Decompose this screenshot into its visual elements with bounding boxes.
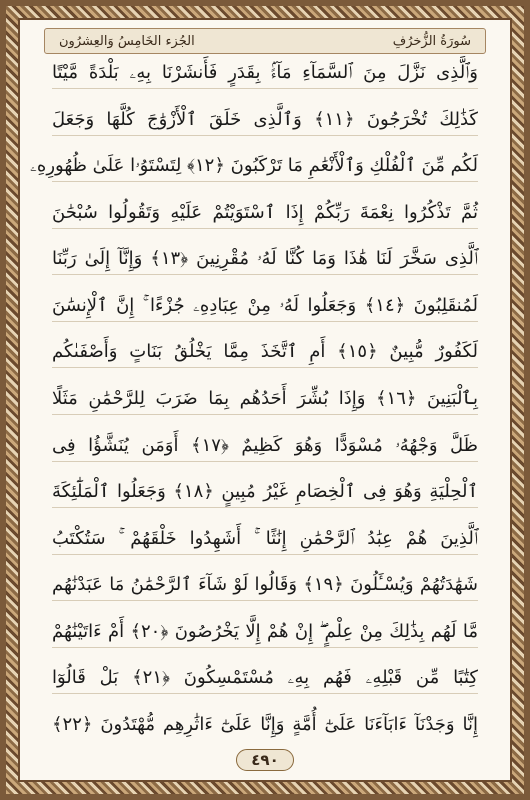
verse-line: بِٱلْبَنِينَ ﴿١٦﴾ وَإِذَا بُشِّرَ أَحَدُهُم بِمَا ضَرَبَ لِلرَّحْمَٰنِ مَثَلًا [52,384,478,415]
verse-line: وَٱلَّذِى نَزَّلَ مِنَ ٱلسَّمَآءِ مَآءًۢ بِقَدَرٍ فَأَنشَرْنَا بِهِۦ بَلْدَةً مَّيْتًا [52,58,478,89]
surah-label: سُورَةُ الزُّخرُفِ [392,33,471,49]
verse-line: لَكُم مِّنَ ٱلْفُلْكِ وَٱلْأَنْعَٰمِ مَا تَرْكَبُونَ ﴿١٢﴾ لِتَسْتَوُۥا عَلَىٰ ظُهُورِهِۦ [52,151,478,182]
verse-line: كِتَٰبًا مِّن قَبْلِهِۦ فَهُم بِهِۦ مُسْتَمْسِكُونَ ﴿٢١﴾ بَلْ قَالُوٓا [52,663,478,694]
page-header [44,28,486,54]
verse-line: ظَلَّ وَجْهُهُۥ مُسْوَدًّا وَهُوَ كَظِيمٌ ﴿١٧﴾ أَوَمَن يُنَشَّؤُا فِى [52,431,478,462]
verse-line: ثُمَّ تَذْكُرُوا نِعْمَةَ رَبِّكُمْ إِذَا ٱسْتَوَيْتُمْ عَلَيْهِ وَتَقُولُوا سُبْحَٰنَ [52,198,478,229]
verse-line: لَمُنقَلِبُونَ ﴿١٤﴾ وَجَعَلُوا لَهُۥ مِنْ عِبَادِهِۦ جُزْءًا ۚ إِنَّ ٱلْإِنسَٰنَ [52,291,478,322]
page-number: ٤٩٠ [236,749,293,771]
juz-label: الجُزء الخَامِسُ وَالعِشرُون [59,33,195,49]
text-panel [18,18,512,782]
verse-lines [30,58,479,740]
verse-line: لَكَفُورٌ مُّبِينٌ ﴿١٥﴾ أَمِ ٱتَّخَذَ مِمَّا يَخْلُقُ بَنَاتٍ وَأَصْفَىٰكُم [52,337,478,368]
page-footer [20,748,510,772]
verse-line: إِنَّا وَجَدْنَآ ءَابَآءَنَا عَلَىٰٓ أُمَّةٍ وَإِنَّا عَلَىٰٓ ءَاثَٰرِهِم مُّهْتَدُونَ ﴿٢٢﴾ [52,713,478,735]
verse-line: مَّا لَهُم بِذَٰلِكَ مِنْ عِلْمٍ ۖ إِنْ هُمْ إِلَّا يَخْرُصُونَ ﴿٢٠﴾ أَمْ ءَاتَيْنَٰهُمْ [52,617,478,648]
verse-line: ٱلَّذِى سَخَّرَ لَنَا هَٰذَا وَمَا كُنَّا لَهُۥ مُقْرِنِينَ ﴿١٣﴾ وَإِنَّآ إِلَىٰ رَبِّنَا [52,244,478,275]
verse-line: ٱلْحِلْيَةِ وَهُوَ فِى ٱلْخِصَامِ غَيْرُ مُبِينٍ ﴿١٨﴾ وَجَعَلُوا ٱلْمَلَٰٓئِكَةَ [52,477,478,508]
verse-line: كَذَٰلِكَ تُخْرَجُونَ ﴿١١﴾ وَٱلَّذِى خَلَقَ ٱلْأَزْوَٰجَ كُلَّهَا وَجَعَلَ [52,105,478,136]
verse-line: شَهَٰدَتُهُمْ وَيُسْـَٔلُونَ ﴿١٩﴾ وَقَالُوا لَوْ شَآءَ ٱلرَّحْمَٰنُ مَا عَبَدْنَٰهُم [52,570,478,601]
verse-line: ٱلَّذِينَ هُمْ عِبَٰدُ ٱلرَّحْمَٰنِ إِنَٰثًا ۚ أَشَهِدُوا خَلْقَهُمْ ۚ سَتُكْتَبُ [52,524,478,555]
